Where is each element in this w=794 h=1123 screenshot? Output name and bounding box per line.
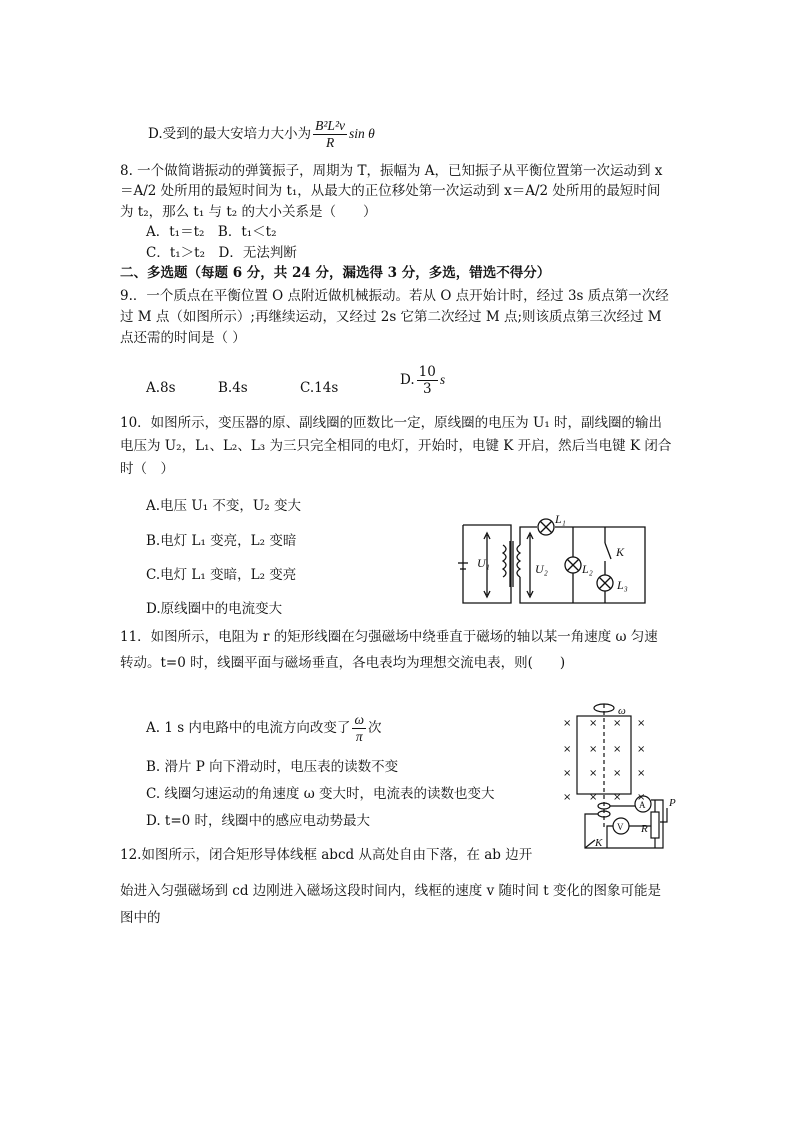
label-ammeter: A: [639, 800, 646, 810]
q9-option-d: D. $\frac{10}{3}$ s: [400, 364, 446, 397]
label-omega: ω: [618, 705, 626, 717]
label-u1: U₁: [477, 556, 490, 570]
label-p: P: [669, 797, 676, 809]
svg-text:×: ×: [589, 744, 598, 755]
svg-text:×: ×: [613, 768, 622, 779]
q10-line-1: 10．如图所示，变压器的原、副线圈的匝数比一定，原线圈的电压为 U₁ 时，副线圈的输出: [120, 415, 663, 431]
q10-option-d: D.原线圈中的电流变大: [146, 601, 283, 617]
q8-line-1: 8. 一个做简谐振动的弹簧振子，周期为 T，振幅为 A，已知振子从平衡位置第一次运动到 x: [120, 163, 663, 179]
q9-line-3: 点还需的时间是（ ）: [120, 330, 246, 346]
q9-option-b: B.4s: [218, 380, 248, 396]
q9-line-2: 过 M 点（如图所示）;再继续运动，又经过 2s 它第二次经过 M 点;则该质点第三次经过 M: [120, 309, 662, 325]
q11-option-d: D. t=0 时，线圈中的感应电动势最大: [146, 813, 371, 829]
q10-option-a: A.电压 U₁ 不变，U₂ 变大: [146, 498, 301, 514]
q9-option-a: A.8s: [146, 380, 176, 396]
svg-text:×: ×: [613, 718, 622, 729]
label-l2: L₂: [582, 562, 593, 576]
q11-option-b: B. 滑片 P 向下滑动时，电压表的读数不变: [146, 759, 399, 775]
label-voltmeter: V: [617, 822, 624, 832]
svg-text:×: ×: [563, 718, 572, 729]
label-r: R: [641, 823, 648, 835]
q10-option-b: B.电灯 L₁ 变亮，L₂ 变暗: [146, 533, 297, 549]
svg-text:×: ×: [613, 792, 622, 803]
q9-option-c: C.14s: [300, 380, 339, 396]
q11-option-a: A. 1 s 内电路中的电流方向改变了 $\frac{\omega}{\pi}$ 次: [146, 712, 382, 744]
label-l3: L₃: [617, 578, 628, 592]
q8-options-ab: A．t₁＝t₂ B．t₁＜t₂: [146, 224, 277, 240]
svg-text:×: ×: [563, 792, 572, 803]
svg-text:×: ×: [563, 744, 572, 755]
q11-option-c: C. 线圈匀速运动的角速度 ω 变大时，电流表的读数也变大: [146, 786, 495, 802]
svg-text:×: ×: [589, 792, 598, 803]
q10-line-2: 电压为 U₂，L₁、L₂、L₃ 为三只完全相同的电灯，开始时，电键 K 开启，然后当电键 K 闭合: [120, 438, 672, 454]
q7-fraction: $\frac{\text{B²L²v}}{R}$: [315, 118, 345, 150]
svg-text:×: ×: [637, 792, 646, 803]
label-u2: U₂: [535, 562, 548, 576]
q10-line-3: 时（ ）: [120, 461, 174, 477]
svg-text:×: ×: [637, 718, 646, 729]
svg-text:×: ×: [563, 768, 572, 779]
label-l1: L₁: [555, 513, 566, 526]
q7-option-d: D.受到的最大安培力大小为 $\frac{\text{B²L²v}}{R}$ sin θ: [148, 118, 375, 150]
q8-line-3: 为 t₂，那么 t₁ 与 t₂ 的大小关系是（ ）: [120, 204, 377, 220]
svg-text:×: ×: [637, 768, 646, 779]
label-k: K: [616, 545, 625, 559]
section-heading: 二、多选题（每题 6 分，共 24 分，漏选得 3 分，多选，错选不得分）: [120, 265, 551, 281]
svg-text:×: ×: [589, 718, 598, 729]
rotating-coil-figure: [555, 700, 681, 860]
q11-line-1: 11．如图所示，电阻为 r 的矩形线圈在匀强磁场中绕垂直于磁场的轴以某一角速度 ω 匀速: [120, 629, 658, 645]
q12-line-3: 图中的: [120, 910, 161, 926]
svg-text:×: ×: [637, 744, 646, 755]
q12-line-1: 12.如图所示，闭合矩形导体线框 abcd 从高处自由下落，在 ab 边开: [120, 847, 533, 863]
q10-option-c: C.电灯 L₁ 变暗，L₂ 变亮: [146, 567, 297, 583]
transformer-circuit-figure: [455, 513, 655, 605]
q9-line-1: 9.．一个质点在平衡位置 O 点附近做机械振动。若从 O 点开始计时，经过 3s 质点第一次经: [120, 288, 669, 304]
q9-fraction: $\frac{10}{3}$: [418, 364, 436, 397]
svg-text:×: ×: [613, 744, 622, 755]
q8-line-2: ＝A/2 处所用的最短时间为 t₁，从最大的正位移处第一次运动到 x＝A/2 处所用的最短时间: [120, 183, 661, 199]
q12-line-2: 始进入匀强磁场到 cd 边刚进入磁场这段时间内，线框的速度 v 随时间 t 变化的图象可能是: [120, 883, 662, 899]
svg-text:×: ×: [589, 768, 598, 779]
q8-options-cd: C．t₁＞t₂ D．无法判断: [146, 245, 297, 261]
q11-line-2: 转动。t=0 时，线圈平面与磁场垂直，各电表均为理想交流电表，则( ): [120, 655, 566, 671]
label-k2: K: [595, 837, 603, 849]
q11-fraction: $\frac{\omega}{\pi}$: [354, 712, 364, 744]
